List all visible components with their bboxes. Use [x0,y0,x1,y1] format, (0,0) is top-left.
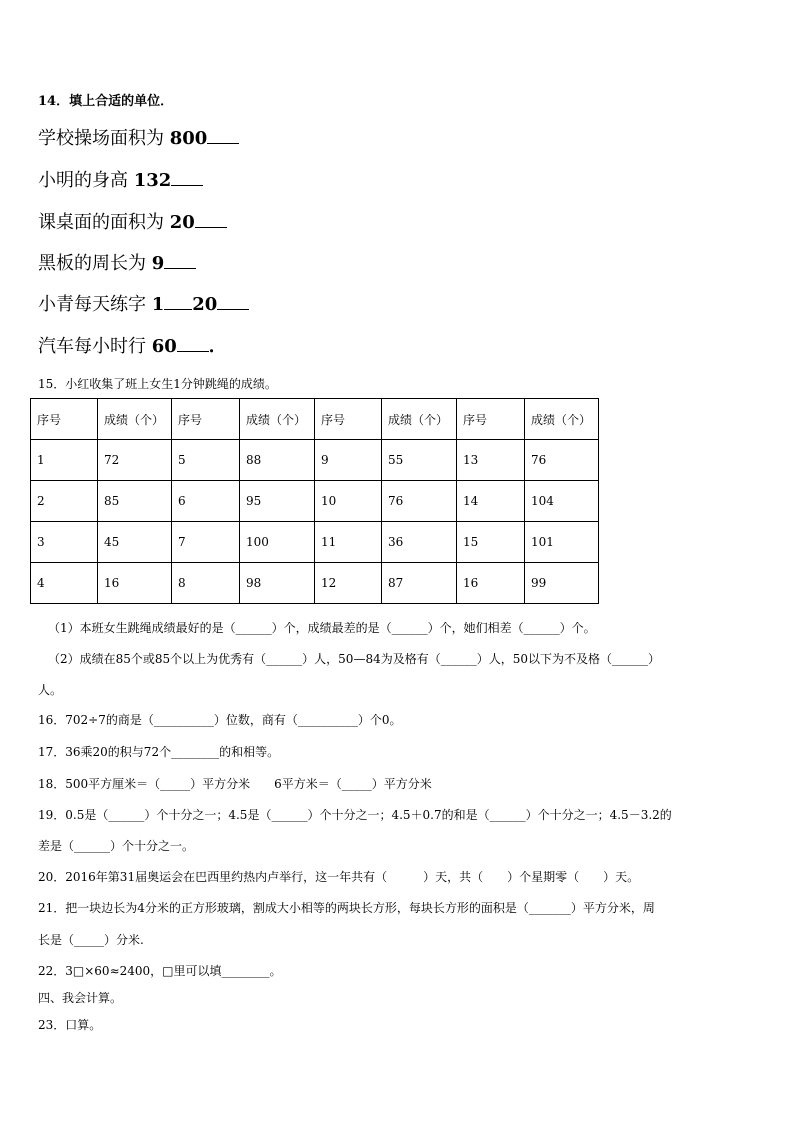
q14-item-3-value: 20 [169,212,195,233]
table-cell: 12 [315,563,382,604]
q14-item-4-blank[interactable] [164,254,196,269]
q14-item-3 [38,212,227,234]
question-15-title: 15．小红收集了班上女生1分钟跳绳的成绩。 [38,377,277,391]
table-cell: 5 [172,440,240,481]
table-cell: 13 [457,440,525,481]
table-header-cell: 成绩（个） [240,399,315,440]
table-cell: 2 [31,481,98,522]
table-header-row [31,399,599,440]
table-cell: 16 [457,563,525,604]
table-cell: 16 [98,563,172,604]
q14-item-2-label: 小明的身高 [38,170,128,191]
q14-item-5 [38,294,249,316]
q14-item-6-value: 60 [151,336,177,357]
question-17: 17．36乘20的积与72个________的和相等。 [38,745,280,759]
table-cell: 1 [31,440,98,481]
table-cell: 55 [382,440,457,481]
q14-item-2-value: 132 [133,170,172,191]
table-cell: 87 [382,563,457,604]
q14-item-2-blank[interactable] [171,171,203,186]
table-row [31,440,599,481]
q14-item-3-blank[interactable] [195,213,227,228]
q14-item-4-label: 黑板的周长为 [38,253,146,274]
table-cell: 11 [315,522,382,563]
table-cell: 98 [240,563,315,604]
table-header-cell: 序号 [31,399,98,440]
section-4-heading: 四、我会计算。 [38,991,123,1005]
q14-item-5-label: 小青每天练字 [38,294,146,315]
q14-item-1 [38,128,239,150]
table-cell: 15 [457,522,525,563]
table-cell: 9 [315,440,382,481]
question-19-cont: 差是（______）个十分之一。 [38,839,195,853]
table-cell: 88 [240,440,315,481]
q15-subquestion-2: （2）成绩在85个或85个以上为优秀有（______）人，50—84为及格有（______）人，50以下为不及格（______） [48,652,660,666]
question-21: 21．把一块边长为4分米的正方形玻璃，割成大小相等的两块长方形，每块长方形的面积是（_______）平方分米，周 [38,901,655,915]
q14-item-3-label: 课桌面的面积为 [38,212,164,233]
q14-item-5-value-b: 20 [192,294,218,315]
table-cell: 6 [172,481,240,522]
table-cell: 101 [525,522,599,563]
q14-item-4 [38,253,196,275]
table-cell: 36 [382,522,457,563]
q14-item-6-tail: ． [208,336,227,357]
q14-item-6 [38,336,227,358]
question-21-cont: 长是（_____）分米. [38,933,144,947]
table-cell: 100 [240,522,315,563]
question-22: 22．3□×60≈2400，□里可以填________。 [38,964,282,978]
table-cell: 8 [172,563,240,604]
q14-item-1-label: 学校操场面积为 [38,128,164,149]
q14-item-5-blank-a[interactable] [164,295,192,310]
table-row [31,522,599,563]
q15-subquestion-2-cont: 人。 [38,683,63,697]
q14-item-2 [38,170,203,192]
question-18: 18．500平方厘米＝（_____）平方分米 6平方米＝（_____）平方分米 [38,777,432,791]
table-cell: 3 [31,522,98,563]
table-cell: 7 [172,522,240,563]
q14-item-1-blank[interactable] [207,129,239,144]
table-header-cell: 序号 [172,399,240,440]
q14-item-6-blank[interactable] [177,337,209,352]
table-cell: 10 [315,481,382,522]
table-header-cell: 成绩（个） [525,399,599,440]
question-14-title: 14．填上合适的单位． [38,94,174,109]
q14-item-6-label: 汽车每小时行 [38,336,146,357]
question-16: 16．702÷7的商是（__________）位数，商有（__________）个0。 [38,713,402,727]
table-cell: 95 [240,481,315,522]
table-header-cell: 序号 [315,399,382,440]
q14-item-5-blank-b[interactable] [217,295,249,310]
q14-item-4-value: 9 [151,253,165,274]
question-20: 20．2016年第31届奥运会在巴西里约热内卢举行，这一年共有（ ）天，共（ ）个星期零（ ）天。 [38,870,640,884]
table-cell: 72 [98,440,172,481]
q14-item-1-value: 800 [169,128,208,149]
table-row [31,563,599,604]
table-cell: 14 [457,481,525,522]
table-cell: 85 [98,481,172,522]
table-cell: 76 [525,440,599,481]
table-cell: 4 [31,563,98,604]
score-table [30,398,599,604]
table-cell: 76 [382,481,457,522]
q15-subquestion-1: （1）本班女生跳绳成绩最好的是（______）个，成绩最差的是（______）个，她们相差（______）个。 [48,621,596,635]
table-cell: 99 [525,563,599,604]
question-23: 23．口算。 [38,1018,102,1032]
table-row [31,481,599,522]
table-header-cell: 成绩（个） [382,399,457,440]
table-header-cell: 序号 [457,399,525,440]
table-header-cell: 成绩（个） [98,399,172,440]
question-19: 19．0.5是（______）个十分之一；4.5是（______）个十分之一；4.5＋0.7的和是（______）个十分之一；4.5－3.2的 [38,808,672,822]
q14-item-5-value-a: 1 [151,294,165,315]
table-cell: 104 [525,481,599,522]
table-cell: 45 [98,522,172,563]
